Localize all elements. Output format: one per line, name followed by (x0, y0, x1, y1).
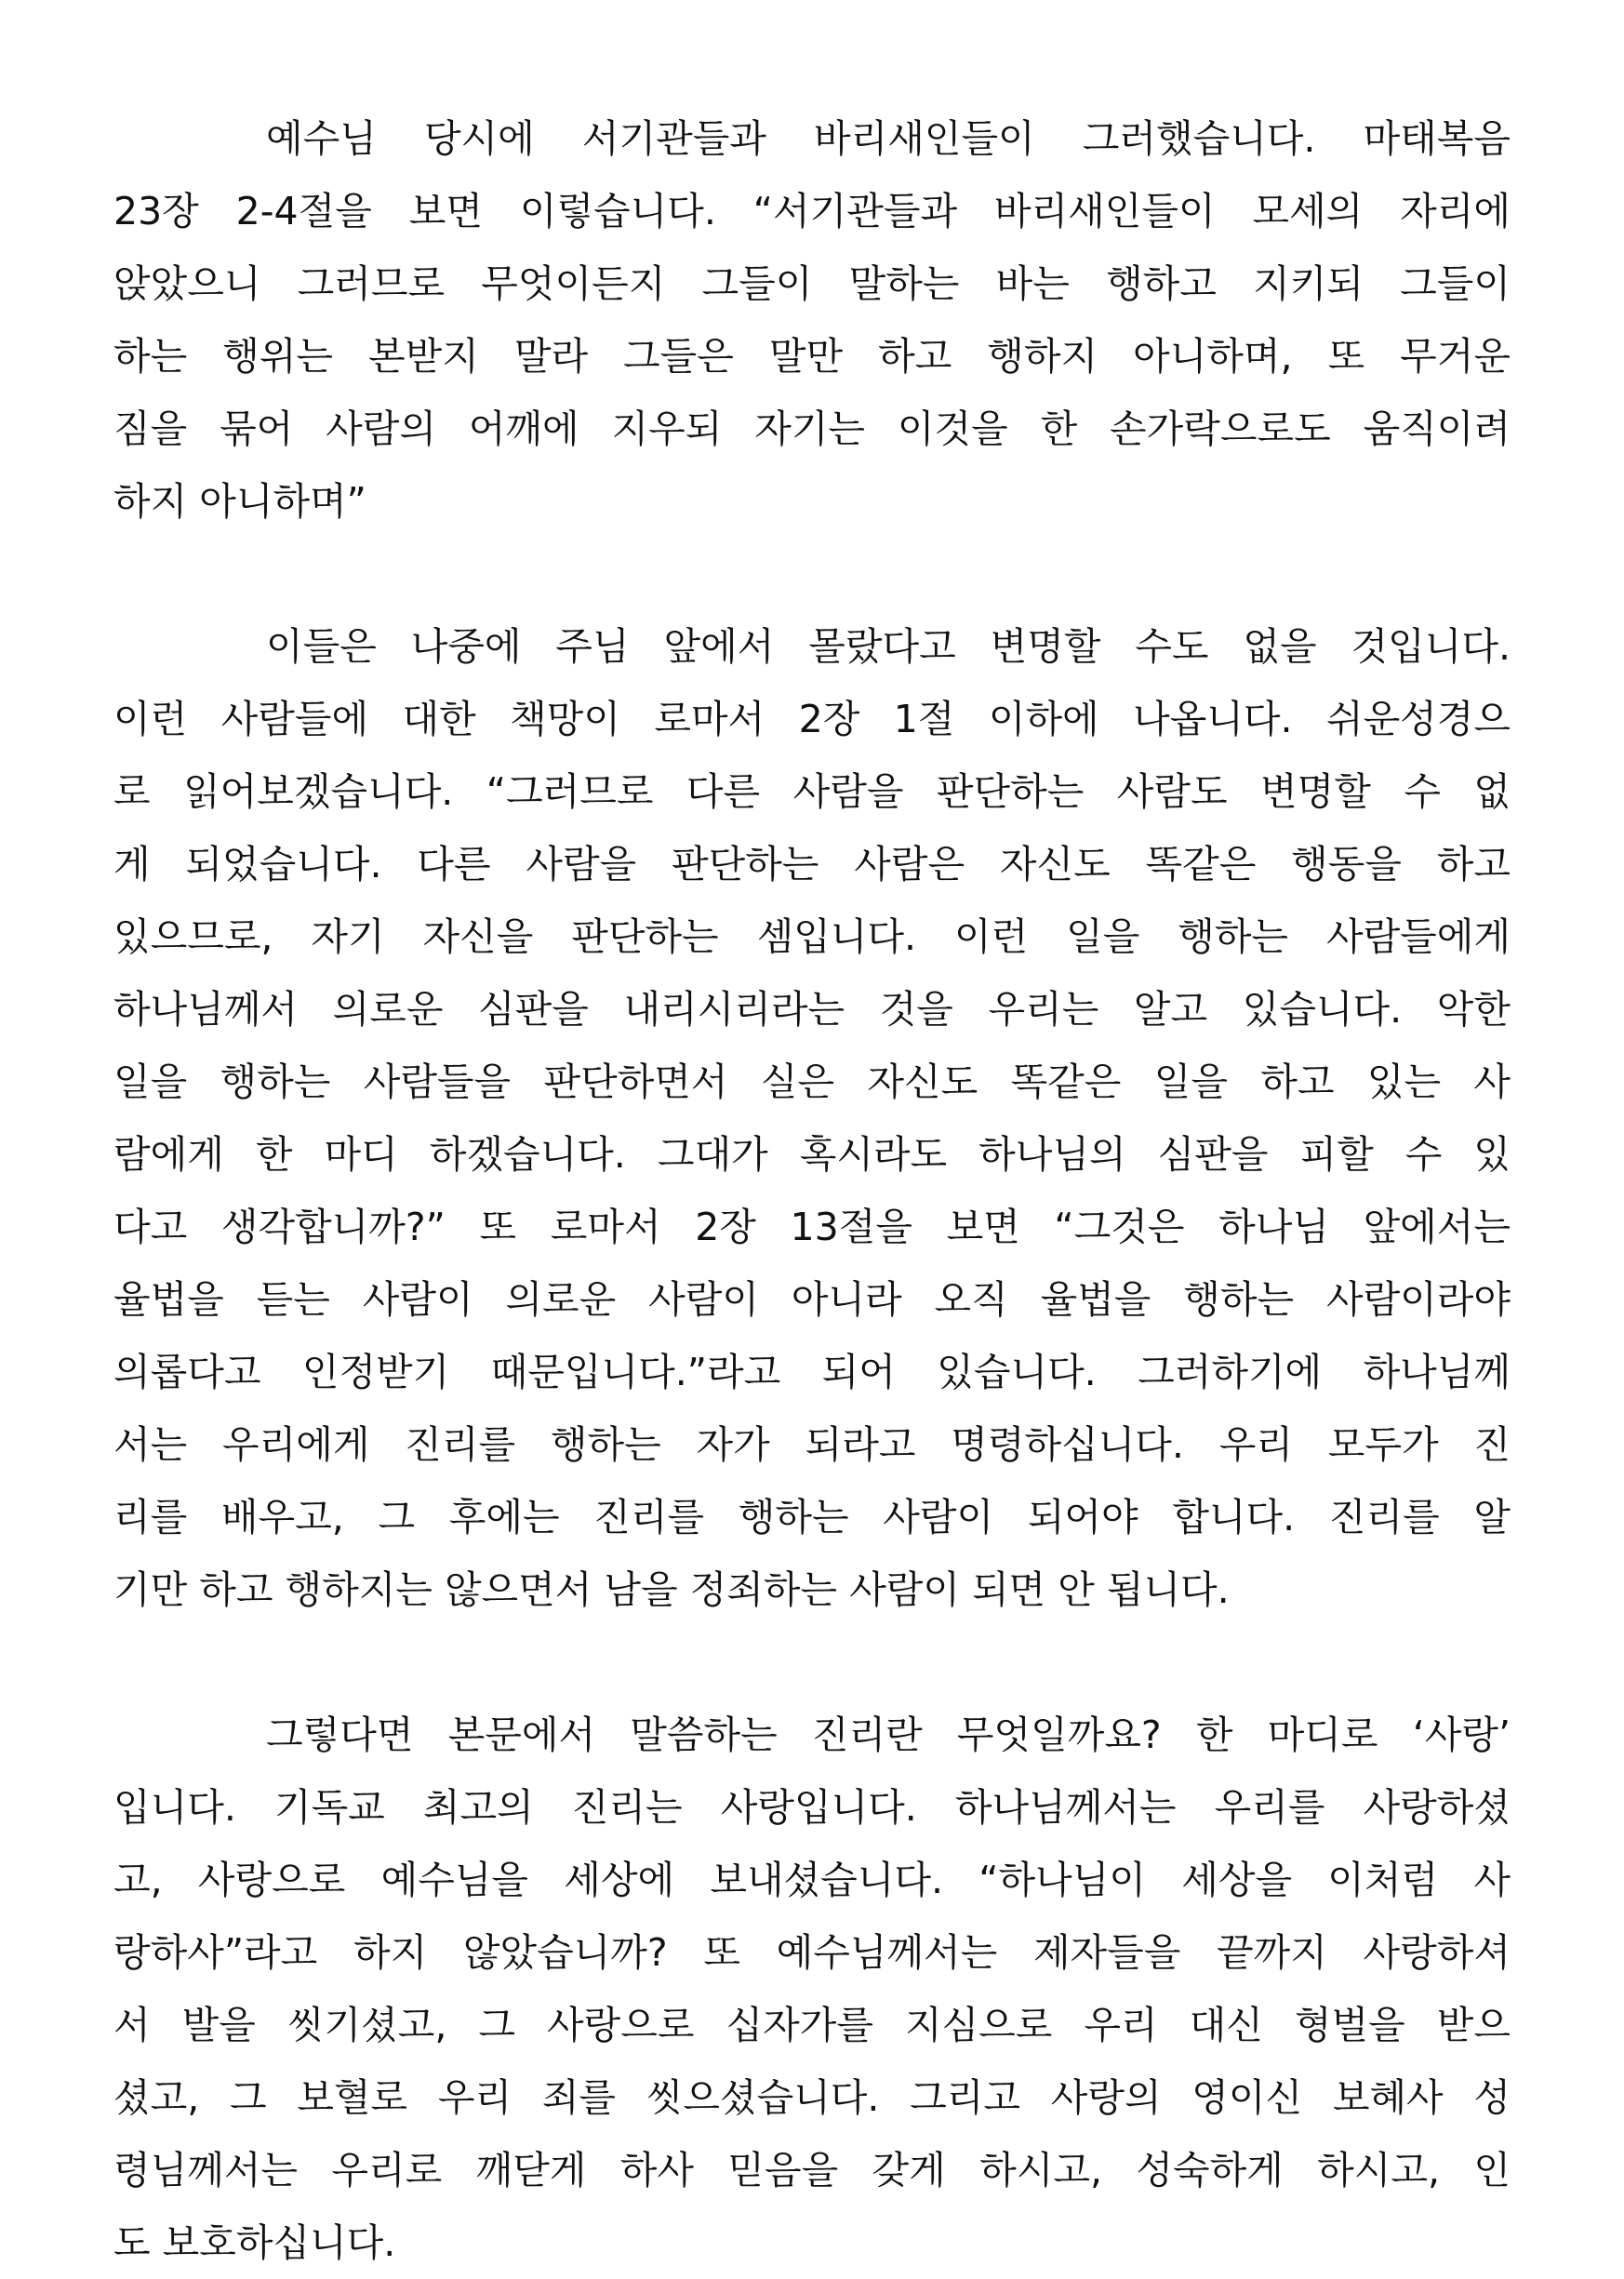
text-line: 있으므로, 자기 자신을 판단하는 셈입니다. 이런 일을 행하는 사람들에게 (113, 914, 1511, 959)
text-line: 로 읽어보겠습니다. “그러므로 다른 사람을 판단하는 사람도 변명할 수 없 (113, 769, 1511, 814)
text-line: 서 발을 씻기셨고, 그 사랑으로 십자가를 지심으로 우리 대신 형벌을 받으 (113, 2003, 1511, 2047)
paragraph-2 (113, 610, 1511, 1626)
document-page (113, 102, 1511, 2279)
text-line: 하는 행위는 본받지 말라 그들은 말만 하고 행하지 아니하며, 또 무거운 (113, 334, 1511, 379)
text-line: 고, 사랑으로 예수님을 세상에 보내셨습니다. “하나님이 세상을 이처럼 사 (113, 1858, 1511, 1902)
text-line: 23장 2-4절을 보면 이렇습니다. “서기관들과 바리새인들이 모세의 자리에 (113, 189, 1511, 233)
text-line: 서는 우리에게 진리를 행하는 자가 되라고 명령하십니다. 우리 모두가 진 (113, 1422, 1511, 1467)
text-line: 예수님 당시에 서기관들과 바리새인들이 그러했습니다. 마태복음 (266, 116, 1511, 161)
text-line: 일을 행하는 사람들을 판단하면서 실은 자신도 똑같은 일을 하고 있는 사 (113, 1060, 1511, 1104)
text-line: 다고 생각합니까?” 또 로마서 2장 13절을 보면 “그것은 하나님 앞에서는 (113, 1205, 1511, 1249)
text-line: 람에게 한 마디 하겠습니다. 그대가 혹시라도 하나님의 심판을 피할 수 있 (113, 1132, 1511, 1177)
text-line: 셨고, 그 보혈로 우리 죄를 씻으셨습니다. 그리고 사랑의 영이신 보혜사 성 (113, 2075, 1511, 2120)
text-line: 이들은 나중에 주님 앞에서 몰랐다고 변명할 수도 없을 것입니다. (266, 624, 1511, 669)
text-line: 하나님께서 의로운 심판을 내리시리라는 것을 우리는 알고 있습니다. 악한 (113, 987, 1511, 1032)
text-line: 게 되었습니다. 다른 사람을 판단하는 사람은 자신도 똑같은 행동을 하고 (113, 842, 1511, 886)
text-line: 앉았으니 그러므로 무엇이든지 그들이 말하는 바는 행하고 지키되 그들이 (113, 261, 1511, 306)
text-line: 도 보호하십니다. (113, 2220, 396, 2265)
text-line: 입니다. 기독교 최고의 진리는 사랑입니다. 하나님께서는 우리를 사랑하셨 (113, 1785, 1511, 1830)
text-line: 리를 배우고, 그 후에는 진리를 행하는 사람이 되어야 합니다. 진리를 알 (113, 1495, 1511, 1539)
text-line: 기만 하고 행하지는 않으면서 남을 정죄하는 사람이 되면 안 됩니다. (113, 1567, 1230, 1612)
text-line: 의롭다고 인정받기 때문입니다.”라고 되어 있습니다. 그러하기에 하나님께 (113, 1350, 1511, 1394)
text-line: 이런 사람들에 대한 책망이 로마서 2장 1절 이하에 나옵니다. 쉬운성경으 (113, 697, 1511, 741)
text-line: 령님께서는 우리로 깨닫게 하사 믿음을 갖게 하시고, 성숙하게 하시고, 인 (113, 2148, 1511, 2192)
text-line: 짐을 묶어 사람의 어깨에 지우되 자기는 이것을 한 손가락으로도 움직이려 (113, 406, 1511, 451)
text-line: 하지 아니하며” (113, 479, 366, 524)
paragraph-3 (113, 1699, 1511, 2279)
text-line: 율법을 듣는 사람이 의로운 사람이 아니라 오직 율법을 행하는 사람이라야 (113, 1277, 1511, 1322)
text-line: 랑하사”라고 하지 않았습니까? 또 예수님께서는 제자들을 끝까지 사랑하셔 (113, 1930, 1511, 1975)
text-line: 그렇다면 본문에서 말씀하는 진리란 무엇일까요? 한 마디로 ‘사랑’ (266, 1713, 1511, 1757)
paragraph-1 (113, 102, 1511, 538)
